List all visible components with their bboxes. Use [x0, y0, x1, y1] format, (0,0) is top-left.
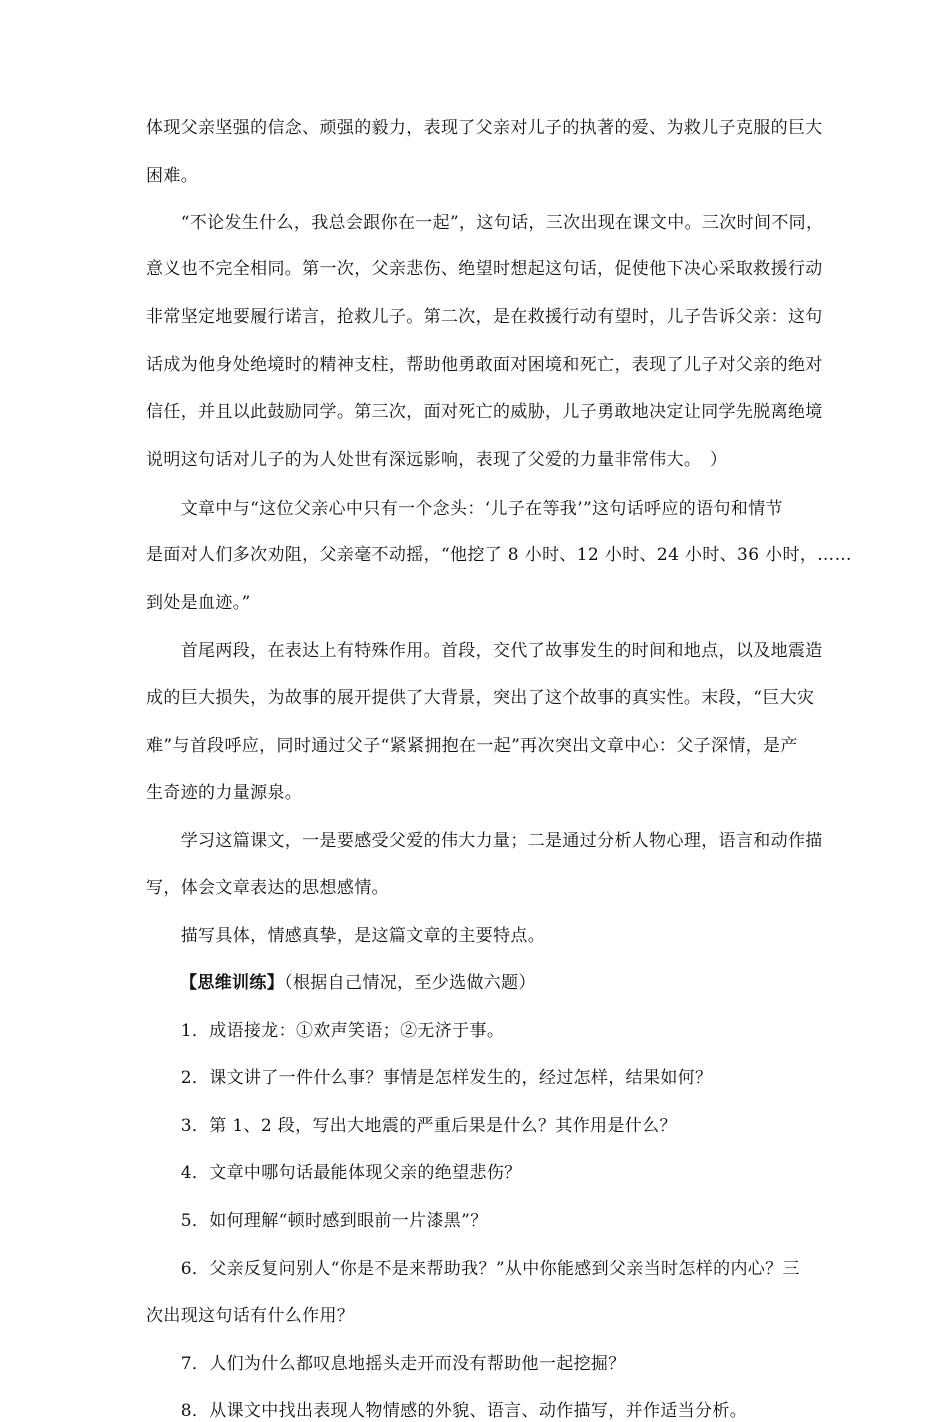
paragraph-line: 写，体会文章表达的思想感情。 [146, 878, 389, 898]
paragraph-line: “不论发生什么，我总会跟你在一起”，这句话，三次出现在课文中。三次时间不同， [146, 213, 824, 233]
question-item: 7．人们为什么都叹息地摇头走开而没有帮助他一起挖掘？ [146, 1354, 626, 1374]
question-item: 8．从课文中找出表现人物情感的外貌、语言、动作描写，并作适当分析。 [146, 1401, 748, 1421]
training-heading: 【思维训练】 [180, 973, 285, 993]
paragraph-line: 描写具体，情感真挚，是这篇文章的主要特点。 [146, 926, 546, 946]
question-item: 3．第 1、2 段，写出大地震的严重后果是什么？其作用是什么？ [146, 1116, 677, 1136]
question-item: 1．成语接龙：①欢声笑语；②无济于事。 [146, 1021, 505, 1041]
paragraph-line: 到处是血迹。” [146, 593, 251, 613]
training-note: （根据自己情况，至少选做六题） [284, 973, 536, 993]
paragraph-line: 说明这句话对儿子的为人处世有深远影响，表现了父爱的力量非常伟大。 ） [146, 450, 728, 470]
paragraph-line: 首尾两段，在表达上有特殊作用。首段，交代了故事发生的时间和地点，以及地震造 [146, 641, 823, 661]
paragraph-line: 信任，并且以此鼓励同学。第三次，面对死亡的威胁，儿子勇敢地决定让同学先脱离绝境 [146, 402, 823, 422]
paragraph-line: 文章中与“这位父亲心中只有一个念头：‘儿子在等我’”这句话呼应的语句和情节 [146, 499, 783, 519]
paragraph-line: 成的巨大损失，为故事的展开提供了大背景，突出了这个故事的真实性。末段，“巨大灾 [146, 688, 815, 708]
paragraph-line: 学习这篇课文，一是要感受父爱的伟大力量；二是通过分析人物心理，语言和动作描 [146, 831, 823, 851]
question-item-continued: 次出现这句话有什么作用？ [146, 1306, 355, 1326]
paragraph-line: 难”与首段呼应，同时通过父子“紧紧拥抱在一起”再次突出文章中心：父子深情，是产 [146, 736, 798, 756]
question-item: 2．课文讲了一件什么事？事情是怎样发生的，经过怎样，结果如何？ [146, 1068, 713, 1088]
paragraph-line: 是面对人们多次劝阻，父亲毫不动摇，“他挖了 8 小时、12 小时、24 小时、36 小时，…… [146, 545, 852, 565]
training-heading-line [180, 973, 536, 994]
paragraph-line: 体现父亲坚强的信念、顽强的毅力，表现了父亲对儿子的执著的爱、为救儿子克服的巨大 [146, 118, 823, 138]
paragraph-line: 困难。 [146, 166, 199, 186]
paragraph-line: 生奇迹的力量源泉。 [146, 783, 303, 803]
question-item: 5．如何理解“顿时感到眼前一片漆黑”？ [146, 1211, 488, 1231]
paragraph-line: 意义也不完全相同。第一次，父亲悲伤、绝望时想起这句话，促使他下决心采取救援行动 [146, 259, 823, 279]
question-item: 4．文章中哪句话最能体现父亲的绝望悲伤？ [146, 1163, 522, 1183]
question-item: 6．父亲反复问别人“你是不是来帮助我？”从中你能感到父亲当时怎样的内心？三 [146, 1259, 800, 1279]
paragraph-line: 非常坚定地要履行诺言，抢救儿子。第二次，是在救援行动有望时，儿子告诉父亲：这句 [146, 307, 823, 327]
paragraph-line: 话成为他身处绝境时的精神支柱，帮助他勇敢面对困境和死亡，表现了儿子对父亲的绝对 [146, 355, 823, 375]
